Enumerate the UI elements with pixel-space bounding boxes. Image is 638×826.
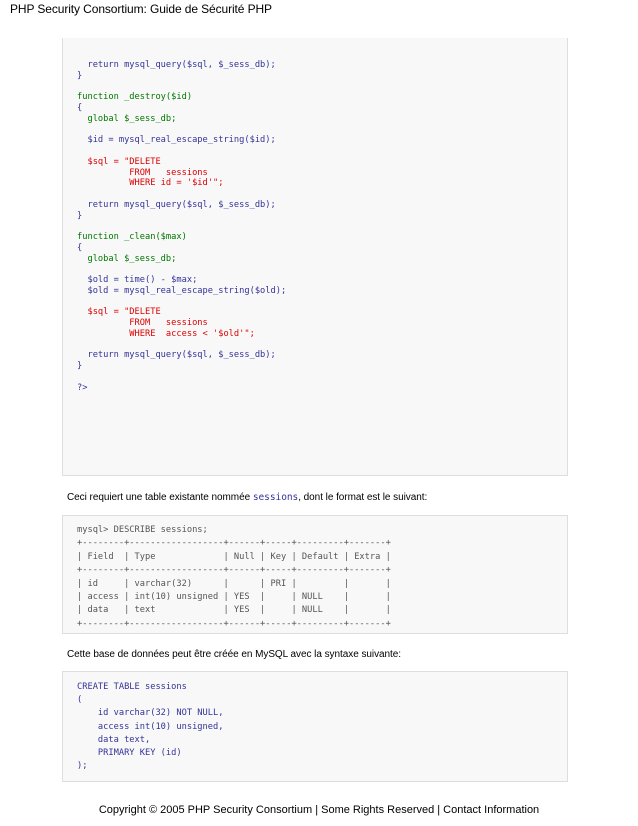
page-header-title: PHP Security Consortium: Guide de Sécurité PHP [10,2,272,16]
code-line: FROM sessions [77,167,208,178]
code-line: +--------+------------------+------+-----+---------+-------+ [77,565,391,576]
code-line: } [77,210,83,221]
code-line: data text, [77,734,151,745]
code-line: { [77,103,83,113]
page-footer: Copyright © 2005 PHP Security Consortium | Some Rights Reserved | Contact Information [98,804,540,816]
code-line: return mysql_query($sql, $_sess_db); [77,199,276,210]
code-line: return mysql_query($sql, $_sess_db); [77,60,276,70]
code-line: ( [77,695,83,706]
code-line: | Field | Type | Null | Key | Default | Extra | [77,551,391,562]
code-line: return mysql_query($sql, $_sess_db); [77,350,276,361]
code-line: | access | int(10) unsigned | YES | | NULL | | [77,592,391,602]
paragraph-create-syntax: Cette base de données peut être créée en MySQL avec la syntaxe suivante: [67,649,402,660]
code-line: ?> [77,382,88,393]
code-line: function _destroy($id) [77,92,193,103]
code-line: PRIMARY KEY (id) [77,748,182,758]
code-line: | data | text | YES | | NULL | | [77,605,391,616]
code-line: ); [77,761,88,772]
code-line: $old = mysql_real_escape_string($old); [77,285,287,296]
code-line: FROM sessions [77,318,208,328]
paragraph-text-after: , dont le format est le suivant: [298,492,428,503]
code-line: +--------+------------------+------+-----+---------+-------+ [77,538,391,549]
code-line: WHERE access < '$old'"; [77,328,255,339]
code-line: access int(10) unsigned, [77,721,224,732]
code-line: id varchar(32) NOT NULL, [77,708,224,719]
code-line: | id | varchar(32) | | PRI | | | [77,578,391,589]
code-block-create-table [62,671,568,782]
code-line: } [77,70,83,81]
code-line: $sql = "DELETE [77,156,161,167]
code-line: WHERE id = '$id'"; [77,178,224,189]
code-block-php-session [62,38,568,476]
code-line: global $_sess_db; [77,113,177,124]
code-line: $old = time() - $max; [77,275,198,285]
code-line: +--------+------------------+------+-----+---------+-------+ [77,618,391,629]
code-line: CREATE TABLE sessions [77,682,187,692]
code-line: { [77,242,83,253]
code-line: $id = mysql_real_escape_string($id); [77,135,276,146]
inline-code-sessions: sessions [252,492,299,503]
code-line: mysql> DESCRIBE sessions; [77,525,208,535]
code-line: } [77,361,83,371]
code-line: $sql = "DELETE [77,307,161,318]
code-block-mysql-describe [62,515,568,634]
paragraph-text-before: Ceci requiert une table existante nommée [67,492,253,503]
code-line: global $_sess_db; [77,253,177,264]
code-line: function _clean($max) [77,232,187,242]
paragraph-table-requirement [67,492,427,503]
